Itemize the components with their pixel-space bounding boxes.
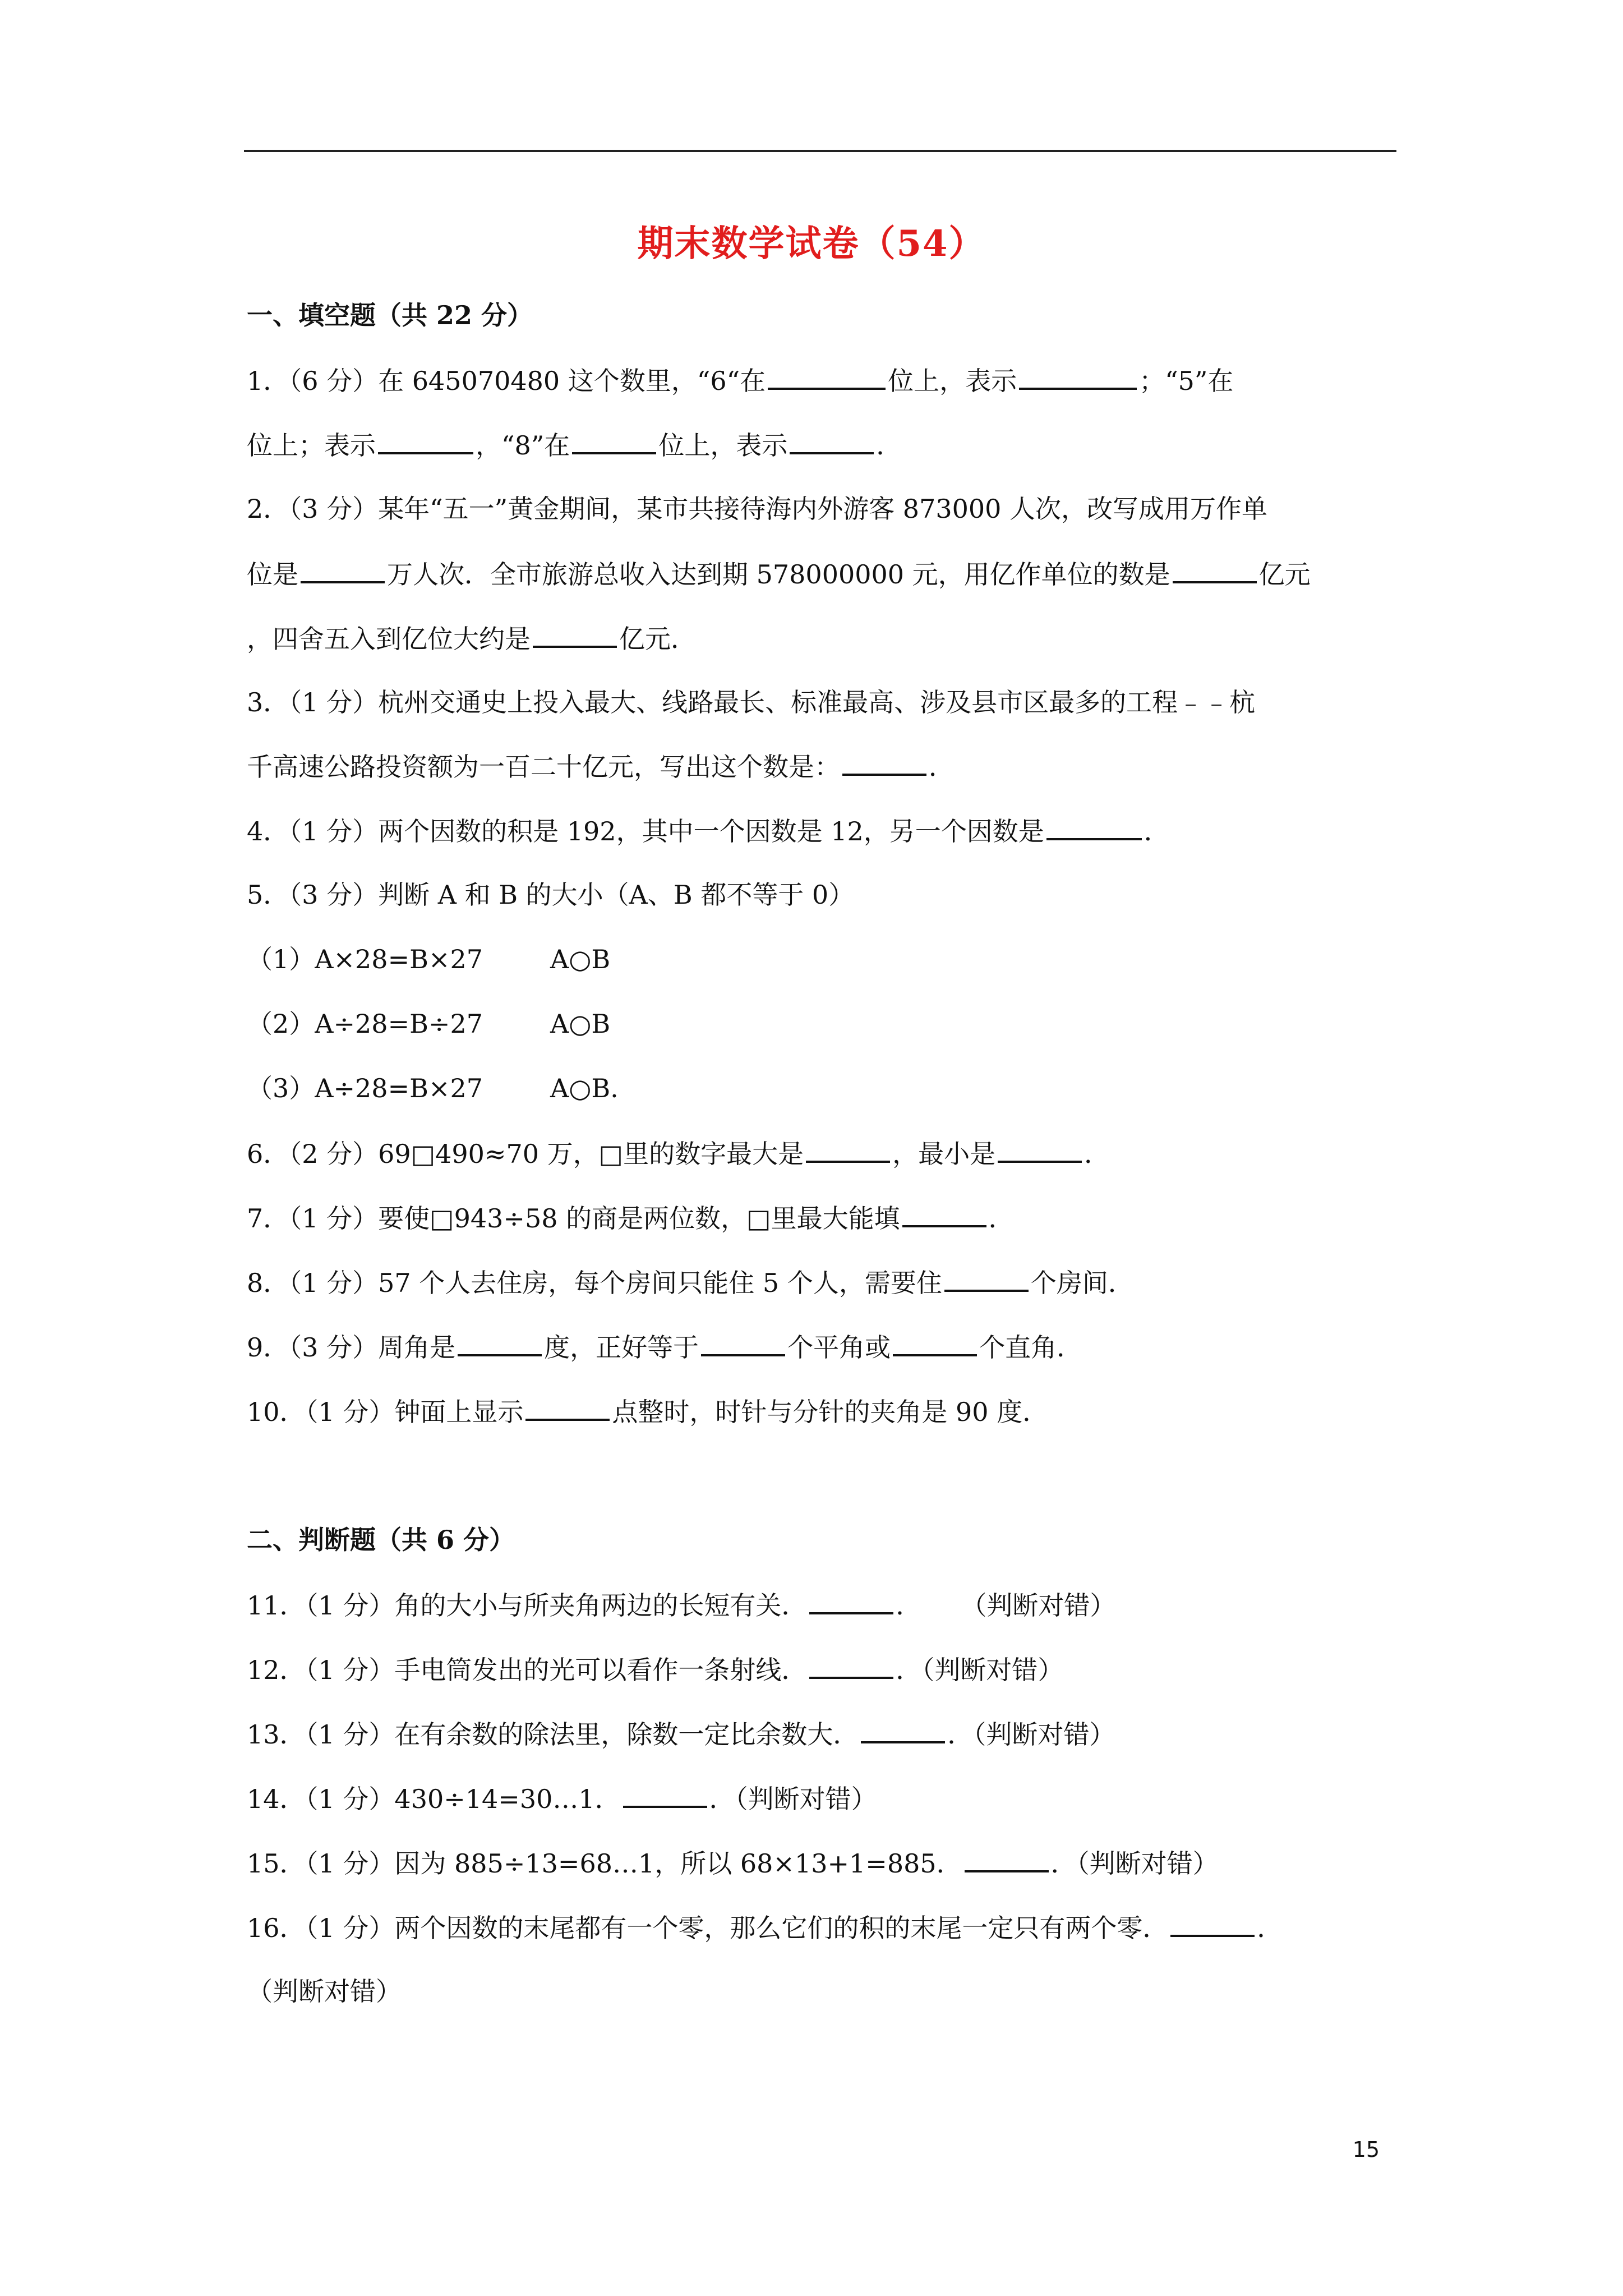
answer-blank[interactable]: [998, 1135, 1082, 1163]
question-14: 14．（1 分）430÷14=30…1． ．（判断对错）: [247, 1780, 877, 1817]
question-12: 12．（1 分）手电筒发出的光可以看作一条射线． ．（判断对错）: [247, 1651, 1063, 1688]
question-1-line-2: 位上；表示 ，“8”在 位上，表示 ．: [247, 426, 902, 463]
answer-blank[interactable]: [893, 1328, 977, 1356]
header-rule: [244, 150, 1396, 152]
answer-blank[interactable]: [1019, 362, 1137, 390]
question-5-part-1: （1）A×28=B×27 A○B: [247, 944, 611, 974]
answer-blank[interactable]: [572, 426, 656, 454]
page-number: 15: [1352, 2137, 1380, 2162]
answer-blank[interactable]: [944, 1264, 1029, 1292]
question-5: 5．（3 分）判断 A 和 B 的大小（A、B 都不等于 0）: [247, 880, 855, 910]
answer-blank[interactable]: [301, 555, 385, 583]
answer-blank[interactable]: [790, 426, 874, 454]
answer-blank[interactable]: [525, 1393, 610, 1421]
question-5-part-2: （2）A÷28=B÷27 A○B: [247, 1009, 611, 1039]
question-3-line-2: 千高速公路投资额为一百二十亿元，写出这个数是： ．: [247, 748, 955, 785]
answer-blank[interactable]: [1173, 555, 1257, 583]
question-15: 15．（1 分）因为 885÷13=68…1，所以 68×13+1=885． ．（判断对错）: [247, 1844, 1219, 1881]
answer-blank[interactable]: [902, 1199, 986, 1227]
page-title: 期末数学试卷（54）: [637, 223, 986, 265]
question-8: 8．（1 分）57 个人去住房，每个房间只能住 5 个人，需要住 个房间．: [247, 1264, 1134, 1301]
question-7: 7．（1 分）要使□943÷58 的商是两位数，□里最大能填 ．: [247, 1199, 1015, 1236]
answer-blank[interactable]: [806, 1135, 890, 1163]
answer-blank[interactable]: [965, 1844, 1049, 1872]
question-5-part-3: （3）A÷28=B×27 A○B.: [247, 1073, 619, 1103]
question-16-line-1: 16．（1 分）两个因数的末尾都有一个零，那么它们的积的末尾一定只有两个零． ．: [247, 1909, 1283, 1946]
question-10: 10．（1 分）钟面上显示 点整时，时针与分针的夹角是 90 度．: [247, 1393, 1048, 1430]
section-heading-true-false: 二、判断题（共 6 分）: [247, 1525, 515, 1555]
answer-blank[interactable]: [623, 1780, 707, 1808]
answer-blank[interactable]: [701, 1328, 785, 1356]
question-2-line-2: 位是 万人次．全市旅游总收入达到期 578000000 元，用亿作单位的数是 亿元: [247, 555, 1311, 592]
question-4: 4．（1 分）两个因数的积是 192，其中一个因数是 12，另一个因数是 ．: [247, 812, 1170, 849]
answer-blank[interactable]: [378, 426, 473, 454]
question-6: 6．（2 分）69□490≈70 万，□里的数字最大是 ，最小是 ．: [247, 1135, 1110, 1172]
answer-blank[interactable]: [842, 748, 926, 776]
question-16-line-2: （判断对错）: [247, 1976, 402, 2007]
answer-blank[interactable]: [809, 1651, 893, 1679]
question-2-line-3: ，四舍五入到亿位大约是 亿元．: [247, 620, 697, 657]
answer-blank[interactable]: [1170, 1909, 1255, 1937]
answer-blank[interactable]: [768, 362, 886, 390]
question-3-line-1: 3．（1 分）杭州交通史上投入最大、线路最长、标准最高、涉及县市区最多的工程﹣﹣杭: [247, 687, 1256, 717]
question-9: 9．（3 分）周角是 度，正好等于 个平角或 个直角．: [247, 1328, 1082, 1365]
answer-blank[interactable]: [809, 1586, 893, 1614]
question-1-line-1: 1．（6 分）在 645070480 这个数里，“6“在 位上，表示 ；“5”在: [247, 362, 1233, 399]
answer-blank[interactable]: [1046, 812, 1142, 840]
question-13: 13．（1 分）在有余数的除法里，除数一定比余数大． ．（判断对错）: [247, 1715, 1115, 1752]
question-11: 11．（1 分）角的大小与所夹角两边的长短有关． ． （判断对错）: [247, 1586, 1115, 1623]
section-heading-fill-in: 一、填空题（共 22 分）: [247, 300, 533, 330]
answer-blank[interactable]: [458, 1328, 542, 1356]
answer-blank[interactable]: [533, 620, 617, 648]
answer-blank[interactable]: [861, 1715, 945, 1743]
question-2-line-1: 2．（3 分）某年“五一”黄金期间，某市共接待海内外游客 873000 人次，改写成用万作单: [247, 494, 1268, 524]
